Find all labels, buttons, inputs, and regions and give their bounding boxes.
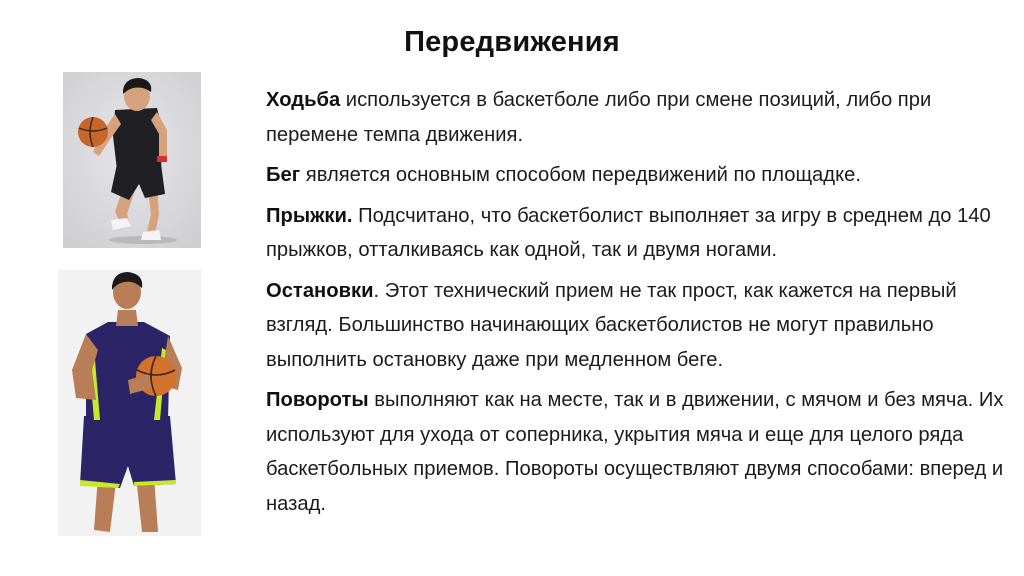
text-stops: . Этот технический прием не так прост, как кажется на первый взгляд. Большинство начинающих баскетболистов не могут правильно выполнить остановку даже при медленном беге. (266, 279, 957, 371)
term-jumps: Прыжки. (266, 204, 353, 227)
content-block (266, 83, 1020, 527)
paragraph-jumps (266, 199, 1020, 268)
paragraph-walking (266, 83, 1020, 152)
basketball-player-dribbling-icon (63, 72, 201, 248)
text-turns: выполняют как на месте, так и в движении, с мячом и без мяча. Их используют для ухода от соперника, укрытия мяча и еще для целого ряда баскетбольных приемов. Повороты осуществляют двумя способами: вперед и назад. (266, 389, 1004, 515)
text-walking: используется в баскетболе либо при смене позиций, либо при перемене темпа движения. (266, 89, 932, 146)
slide-title: Передвижения (404, 26, 620, 58)
term-turns: Повороты (266, 389, 369, 411)
basketball-player-holding-ball-icon (58, 270, 201, 536)
text-running: является основным способом передвижений по площадке. (300, 164, 861, 186)
paragraph-stops (266, 274, 1020, 378)
term-running: Бег (266, 164, 301, 186)
term-walking: Ходьба (266, 89, 341, 111)
term-stops: Остановки (266, 279, 374, 302)
text-jumps: Подсчитано, что баскетболист выполняет за игру в среднем до 140 прыжков, отталкиваясь как одной, так и двумя ногами. (266, 204, 991, 261)
photo-player-dribbling (63, 72, 201, 248)
paragraph-running (266, 158, 1020, 193)
paragraph-turns (266, 383, 1020, 521)
photo-player-holding-ball (58, 270, 201, 536)
